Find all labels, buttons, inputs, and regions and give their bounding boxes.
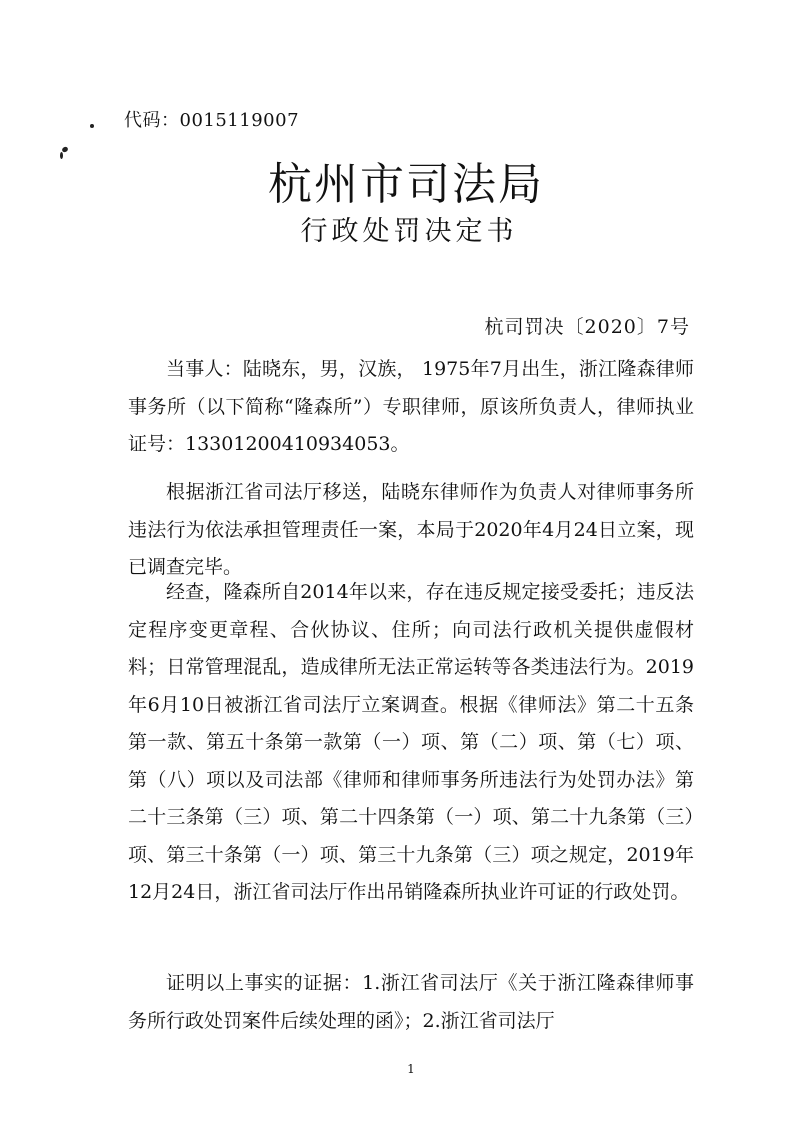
- issuing-authority-title: 杭州市司法局: [268, 159, 544, 210]
- page-number: 1: [407, 1062, 415, 1076]
- scan-speck: [90, 124, 94, 128]
- party-paragraph: 当事人：陆晓东，男，汉族， 1975年7月出生，浙江隆森律师事务所（以下简称“隆森所”）专职律师，原该所负责人，律师执业证号：13301200410934053。: [128, 358, 694, 455]
- document-code: 代码：0015119007: [124, 110, 300, 131]
- document-number: 杭司罚决〔2020〕7号: [484, 316, 690, 338]
- case-filing-paragraph: 根据浙江省司法厅移送，陆晓东律师作为负责人对律师事务所违法行为依法承担管理责任一案，本局于2020年4月24日立案，现已调查完毕。: [128, 481, 694, 578]
- document-type-subtitle: 行政处罚决定书: [300, 216, 518, 247]
- evidence-paragraph: 证明以上事实的证据：1.浙江省司法厅《关于浙江隆森律师事务所行政处罚案件后续处理的函》；2.浙江省司法厅: [128, 972, 694, 1032]
- findings-paragraph: 经查，隆森所自2014年以来，存在违反规定接受委托；违反法定程序变更章程、合伙协议、住所；向司法行政机关提供虚假材料；日常管理混乱，造成律所无法正常运转等各类违法行为。2019年6月10日被浙江省司法厅立案调查。根据《律师法》第二十五条第一款、第五十条第一款第（一）项、第（二）项、第（七）项、第（八）项以及司法部《律师和律师事务所违法行为处罚办法》第二十三条第（三）项、第二十四条第（一）项、第二十九条第（三）项、第三十条第（一）项、第三十九条第（三）项之规定，2019年12月24日，浙江省司法厅作出吊销隆森所执业许可证的行政处罚。: [128, 581, 694, 903]
